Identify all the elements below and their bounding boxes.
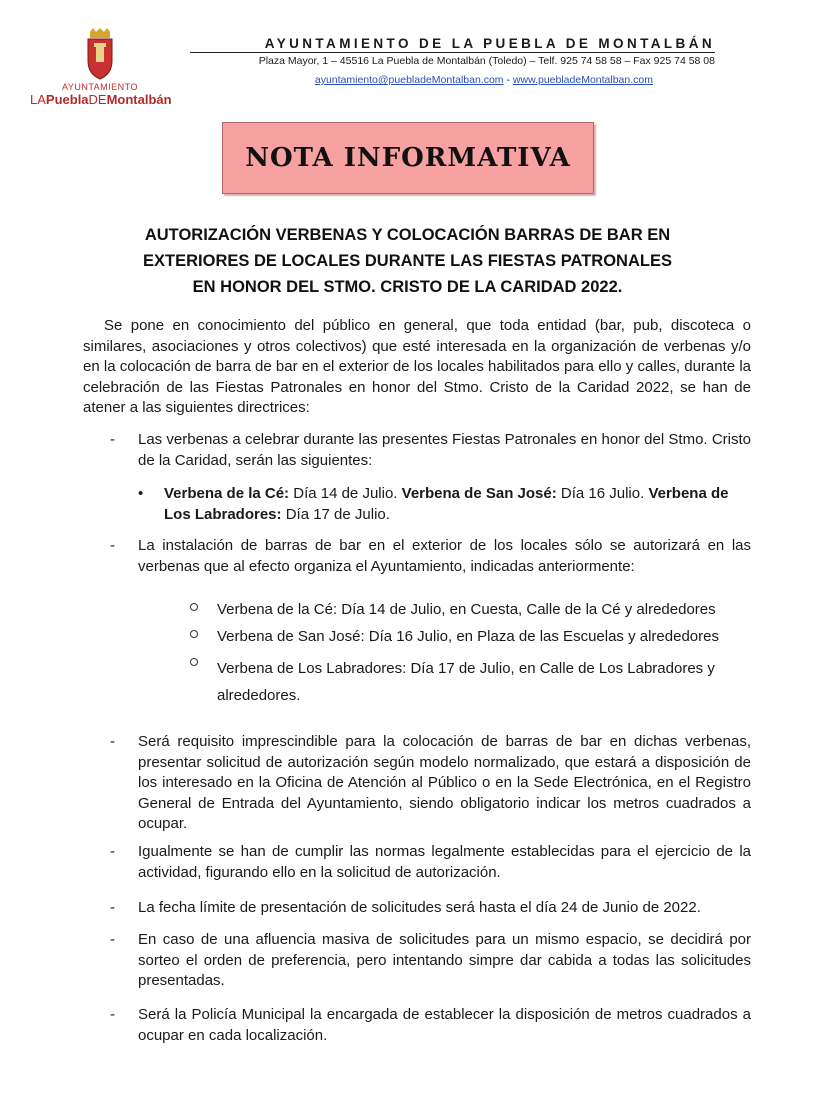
municipal-logo [30, 28, 170, 107]
dash-marker: - [110, 931, 115, 948]
letterhead-address: Plaza Mayor, 1 – 45516 La Puebla de Montalbán (Toledo) – Telf. 925 74 58 58 – Fax 925 74 58 08 [258, 55, 715, 67]
banner-title: NOTA INFORMATIVA [245, 143, 571, 173]
logo-caption: AYUNTAMIENTO [61, 82, 138, 92]
dash-marker: - [110, 733, 115, 750]
directive-item [83, 536, 751, 577]
location-item [190, 600, 760, 621]
location-item [190, 655, 760, 709]
circle-bullet-icon [190, 658, 198, 666]
directive-text: La fecha límite de presentación de solicitudes será hasta el día 24 de Junio de 2022. [138, 899, 701, 916]
directive-text: Las verbenas a celebrar durante las presentes Fiestas Patronales en honor del Stmo. Cristo de la Caridad, serán las siguientes: [138, 431, 751, 469]
logo-wordmark: LAPueblaDEMontalbán [30, 92, 172, 107]
dash-marker: - [110, 537, 115, 554]
circle-bullet-icon [190, 603, 198, 611]
directive-item [83, 430, 751, 471]
email-link[interactable]: ayuntamiento@puebladeMontalban.com [314, 74, 504, 86]
directive-item [83, 1005, 751, 1046]
coat-of-arms-icon [83, 28, 117, 80]
directive-text: Igualmente se han de cumplir las normas legalmente establecidas para el ejercicio de la actividad, figurando ello en la solicitud de autorización. [138, 843, 751, 881]
letterhead-title: AYUNTAMIENTO DE LA PUEBLA DE MONTALBÁN [190, 36, 715, 53]
location-item [190, 627, 760, 648]
letterhead [190, 36, 715, 86]
circle-bullet-icon [190, 630, 198, 638]
document-subject [70, 222, 745, 300]
bullet-marker: • [138, 485, 144, 502]
location-text: Verbena de Los Labradores: Día 17 de Julio, en Calle de Los Labradores y alrededores. [217, 660, 715, 704]
letterhead-links [190, 74, 715, 86]
dash-marker: - [110, 1006, 115, 1023]
intro-paragraph [83, 316, 751, 419]
dash-marker: - [110, 899, 115, 916]
website-link[interactable]: www.puebladeMontalban.com [512, 74, 653, 86]
verbena-dates: Verbena de la Cé: Día 14 de Julio. Verbena de San José: Día 16 Julio. Verbena de Los Labradores: Día 17 de Julio. [164, 485, 729, 523]
dash-marker: - [110, 843, 115, 860]
link-separator: - [506, 74, 510, 86]
subject-line: EXTERIORES DE LOCALES DURANTE LAS FIESTAS PATRONALES [143, 252, 672, 270]
verbena-list [138, 484, 753, 525]
location-text: Verbena de la Cé: Día 14 de Julio, en Cuesta, Calle de la Cé y alrededores [217, 601, 716, 618]
dash-marker: - [110, 431, 115, 448]
intro-text: Se pone en conocimiento del público en general, que toda entidad (bar, pub, discoteca o similares, asociaciones y otros colectivos) que esté interesada en la organización de verbenas y/o en la colocación de barra de bar en el exterior de los locales habilitados para ello y calles, durante la celebración de las Fiestas Patronales en honor del Stmo. Cristo de la Caridad 2022, se han de atener a las siguientes directrices: [83, 317, 751, 416]
directive-item [83, 930, 751, 992]
directive-text: Será la Policía Municipal la encargada de establecer la disposición de metros cuadrados a ocupar en cada localización. [138, 1006, 751, 1044]
subject-line: AUTORIZACIÓN VERBENAS Y COLOCACIÓN BARRAS DE BAR EN [144, 226, 671, 244]
directive-item [83, 898, 751, 919]
directive-text: Será requisito imprescindible para la colocación de barras de bar en dichas verbenas, presentar solicitud de autorización según modelo normalizado, que estará a disposición de los interesado en la Oficina de Atención al Público o en la Sede Electrónica, en el Registro General de Entrada del Ayuntamiento, siendo obligatorio indicar los metros cuadrados a ocupar. [138, 733, 751, 832]
directive-item [83, 842, 751, 883]
subject-line: EN HONOR DEL STMO. CRISTO DE LA CARIDAD 2022. [192, 278, 623, 296]
directive-text: La instalación de barras de bar en el exterior de los locales sólo se autorizará en las verbenas que al efecto organiza el Ayuntamiento, indicadas anteriormente: [138, 537, 751, 575]
directive-text: En caso de una afluencia masiva de solicitudes para un mismo espacio, se decidirá por sorteo el orden de preferencia, pero intentando simpre dar cabida a todas las solicitudes presentadas. [138, 931, 751, 989]
location-text: Verbena de San José: Día 16 Julio, en Plaza de las Escuelas y alrededores [217, 628, 719, 645]
nota-informativa-banner [222, 122, 594, 194]
directive-item [83, 732, 751, 835]
